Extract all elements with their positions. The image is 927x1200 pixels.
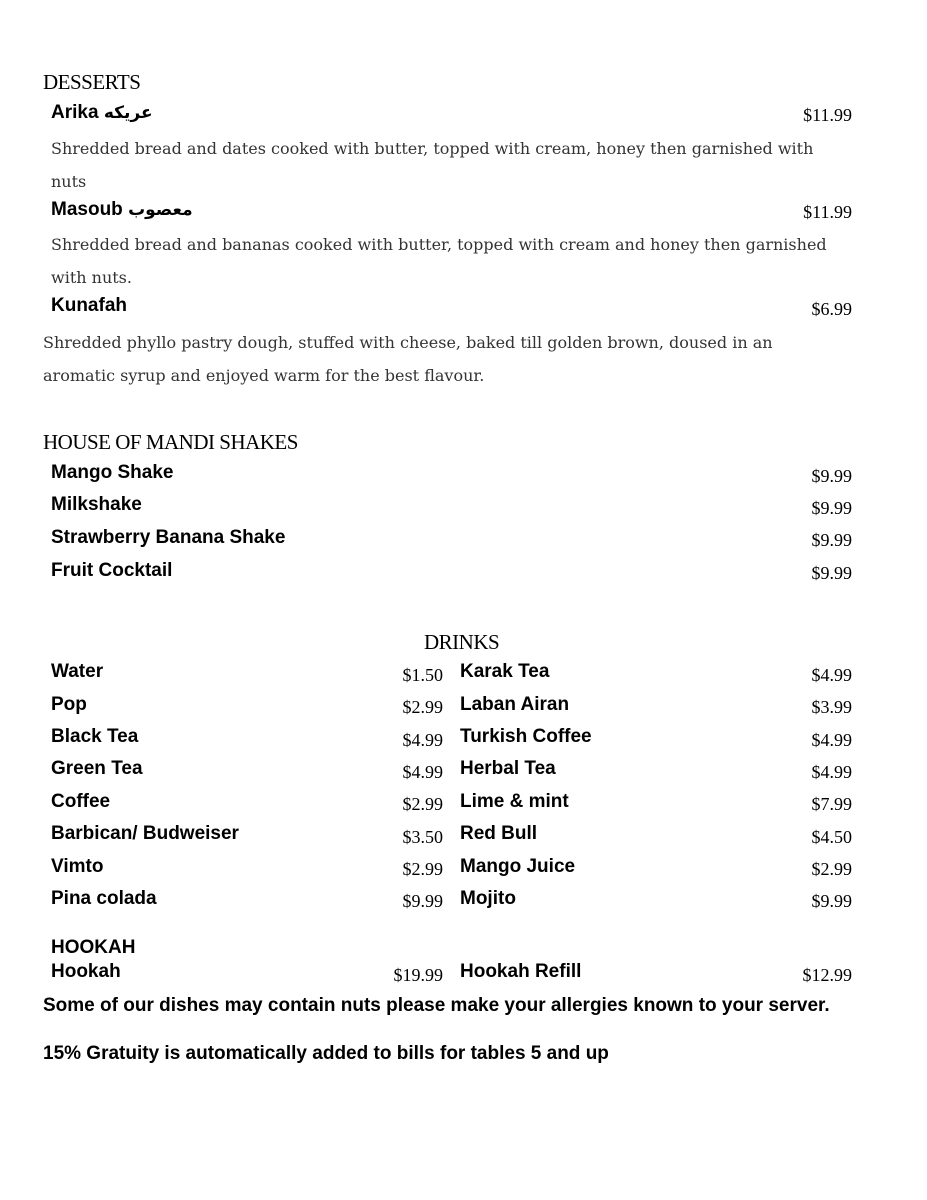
gratuity-note: 15% Gratuity is automatically added to bills for tables 5 and up	[43, 1043, 609, 1064]
drink-item-name: Turkish Coffee	[460, 726, 592, 747]
shake-item-name: Mango Shake	[51, 462, 174, 483]
drink-price: $4.99	[811, 665, 852, 685]
hookah-price: $19.99	[393, 965, 443, 985]
allergy-note: Some of our dishes may contain nuts please make your allergies known to your server.	[43, 995, 830, 1016]
drinks-title: DRINKS	[424, 630, 500, 654]
drink-price: $4.99	[402, 730, 443, 750]
drink-item-name: Pop	[51, 694, 87, 715]
shakes-title: HOUSE OF MANDI SHAKES	[43, 430, 298, 454]
drink-item-name: Pina colada	[51, 888, 157, 909]
shake-item-name: Milkshake	[51, 494, 142, 515]
drink-price: $4.99	[402, 762, 443, 782]
dessert-description: Shredded bread and bananas cooked with butter, topped with cream and honey then garnished with nuts.	[51, 235, 827, 287]
drink-price: $9.99	[811, 891, 852, 911]
desserts-title: DESSERTS	[43, 70, 141, 94]
shake-price: $9.99	[811, 466, 852, 486]
drink-item-name: Vimto	[51, 856, 104, 877]
shake-price: $9.99	[811, 498, 852, 518]
dessert-price: $6.99	[811, 299, 852, 319]
drink-item-name: Water	[51, 661, 104, 682]
hookah-title: HOOKAH	[51, 937, 136, 958]
drink-item-name: Green Tea	[51, 758, 143, 779]
drink-price: $2.99	[402, 697, 443, 717]
dessert-name-en: Arika	[51, 102, 99, 123]
drink-price: $2.99	[811, 859, 852, 879]
hookah-refill-price: $12.99	[802, 965, 852, 985]
shake-item-name: Fruit Cocktail	[51, 560, 173, 581]
drink-item-name: Mojito	[460, 888, 516, 909]
drink-price: $2.99	[402, 794, 443, 814]
dessert-price: $11.99	[803, 202, 852, 222]
drink-price: $1.50	[402, 665, 443, 685]
hookah-item-name: Hookah	[51, 961, 121, 982]
drink-item-name: Karak Tea	[460, 661, 550, 682]
drink-price: $9.99	[402, 891, 443, 911]
drink-item-name: Laban Airan	[460, 694, 570, 715]
drink-item-name: Herbal Tea	[460, 758, 556, 779]
drink-price: $4.99	[811, 730, 852, 750]
dessert-item-name	[51, 199, 193, 221]
hookah-refill-name: Hookah Refill	[460, 961, 582, 982]
drink-item-name: Black Tea	[51, 726, 139, 747]
dessert-name-en: Masoub	[51, 199, 123, 220]
drink-price: $7.99	[811, 794, 852, 814]
dessert-item-name	[51, 102, 153, 124]
drink-price: $3.50	[402, 827, 443, 847]
shake-item-name: Strawberry Banana Shake	[51, 527, 286, 548]
drink-item-name: Mango Juice	[460, 856, 576, 877]
drink-item-name: Coffee	[51, 791, 111, 812]
drink-price: $2.99	[402, 859, 443, 879]
dessert-name-en: Kunafah	[51, 295, 127, 316]
dessert-description: Shredded bread and dates cooked with butter, topped with cream, honey then garnished with nuts	[51, 139, 814, 191]
shake-price: $9.99	[811, 563, 852, 583]
dessert-description: Shredded phyllo pastry dough, stuffed with cheese, baked till golden brown, doused in an aromatic syrup and enjoyed warm for the best flavour.	[43, 333, 773, 385]
drink-item-name: Lime & mint	[460, 791, 569, 812]
dessert-name-ar: معصوب	[128, 200, 193, 220]
dessert-name-ar: عريكه	[103, 103, 153, 123]
drink-item-name: Red Bull	[460, 823, 538, 844]
drink-price: $4.50	[811, 827, 852, 847]
dessert-price: $11.99	[803, 105, 852, 125]
drink-price: $4.99	[811, 762, 852, 782]
drink-price: $3.99	[811, 697, 852, 717]
drink-item-name: Barbican/ Budweiser	[51, 823, 239, 844]
shake-price: $9.99	[811, 530, 852, 550]
dessert-item-name	[51, 295, 127, 317]
